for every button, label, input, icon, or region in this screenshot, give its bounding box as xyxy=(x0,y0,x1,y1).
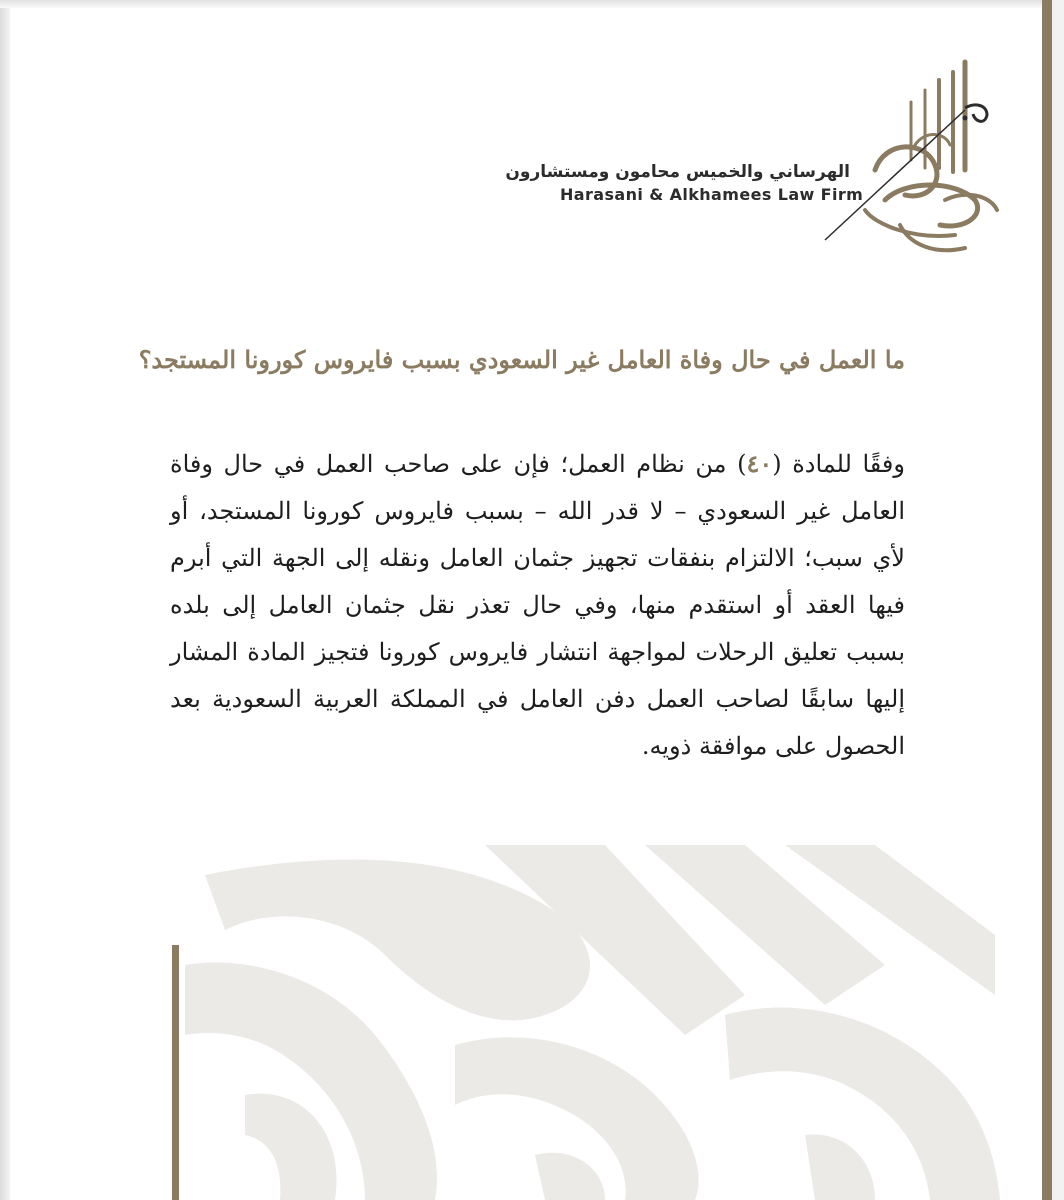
article-number: ٤٠ xyxy=(746,449,773,478)
body-paragraph xyxy=(170,440,905,770)
firm-name-arabic: الهرساني والخميس محامون ومستشارون xyxy=(505,162,850,182)
calligraphy-background-art-icon xyxy=(185,845,1005,1200)
page-title: ما العمل في حال وفاة العامل غير السعودي بسبب فايروس كورونا المستجد؟ xyxy=(138,345,905,374)
page-edge-left xyxy=(0,0,10,1200)
firm-name-english: Harasani & Alkhamees Law Firm xyxy=(560,185,864,204)
body-text-start: وفقًا للمادة ( xyxy=(772,450,905,478)
body-text-rest: ) من نظام العمل؛ فإن على صاحب العمل في حال وفاة العامل غير السعودي – لا قدر الله – بسبب فايروس كورونا المستجد، أو لأي سبب؛ الالتزام بنفقات تجهيز جثمان العامل ونقله إلى الجهة التي أبرم فيها العقد أو استقدم منها، وفي حال تعذر نقل جثمان العامل إلى بلده بسبب تعليق الرحلات لمواجهة انتشار فايروس كورونا فتجيز المادة المشار إليها سابقًا لصاحب العمل دفن العامل في المملكة العربية السعودية بعد الحصول على موافقة ذويه. xyxy=(170,450,905,760)
page-edge-top xyxy=(0,0,1064,8)
gold-vertical-rule-right xyxy=(1042,0,1052,1200)
firm-name-block xyxy=(505,160,864,206)
gold-vertical-rule-left xyxy=(172,945,179,1200)
arabic-calligraphy-logo-icon xyxy=(815,50,1005,260)
page-edge-right xyxy=(1052,0,1064,1200)
